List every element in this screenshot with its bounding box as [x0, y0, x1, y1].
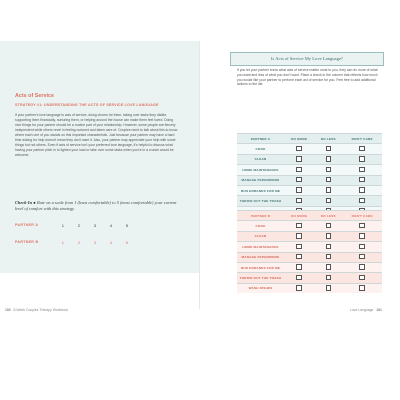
table-row: [237, 185, 382, 195]
table-row: [237, 144, 382, 154]
rating-option[interactable]: 3: [93, 240, 97, 245]
checkbox[interactable]: [326, 156, 331, 161]
checkbox[interactable]: [326, 244, 331, 249]
checkbox[interactable]: [326, 198, 331, 203]
column-header: DO LESS: [314, 134, 342, 144]
rating-option[interactable]: 4: [109, 240, 113, 245]
checkbox[interactable]: [359, 187, 364, 192]
checkbox[interactable]: [359, 146, 364, 151]
left-page: [0, 41, 200, 312]
question-box: [230, 52, 384, 66]
chapter-title: Love Language: [350, 308, 374, 312]
partner-b-table: [237, 210, 382, 293]
rating-option[interactable]: 4: [109, 223, 113, 228]
rating-option[interactable]: 1: [61, 223, 65, 228]
rating-option[interactable]: 2: [77, 223, 81, 228]
section-title: Acts of Service: [15, 93, 54, 99]
checkbox[interactable]: [326, 223, 331, 228]
check-in: Check-In ● Rate on a scale from 1 (least comfortable) to 5 (most comfortable) your current level of comfort with this strategy.: [15, 200, 177, 212]
question-title: Is Acts of Service My Love Language?: [271, 56, 343, 61]
rating-label: PARTNER B: [15, 240, 39, 244]
checkbox[interactable]: [326, 275, 331, 280]
item-label: CLEAN: [237, 231, 284, 241]
partner-b-header: PARTNER B: [237, 211, 284, 221]
check-in-text: Rate on a scale from 1 (least comfortable) to 5 (most comfortable) your current level of comfort with this strategy.: [15, 200, 177, 212]
checkbox[interactable]: [296, 177, 301, 182]
checkbox[interactable]: [326, 254, 331, 259]
rating-option[interactable]: 5: [125, 240, 129, 245]
checkbox[interactable]: [296, 156, 301, 161]
item-label: WASH DISHES: [237, 283, 284, 293]
item-label: HOME MAINTENANCE: [237, 165, 284, 175]
item-label: HOME MAINTENANCE: [237, 242, 284, 252]
rating-option[interactable]: 3: [93, 223, 97, 228]
checkbox[interactable]: [359, 233, 364, 238]
checkbox[interactable]: [326, 264, 331, 269]
checkbox[interactable]: [359, 177, 364, 182]
checkbox[interactable]: [326, 187, 331, 192]
item-label: RUN ERRANDS FOR ME: [237, 262, 284, 272]
table-row: [237, 165, 382, 175]
check-in-label: Check-In: [15, 200, 33, 205]
checkbox[interactable]: [296, 244, 301, 249]
table-row: [237, 196, 382, 206]
item-label: MANAGE PAPERWORK: [237, 252, 284, 262]
book-title: 8-Week Couples Therapy Workbook: [13, 308, 68, 312]
checkbox[interactable]: [359, 167, 364, 172]
rating-option[interactable]: 5: [125, 223, 129, 228]
rating-label: PARTNER A: [15, 223, 39, 227]
column-header: DO LESS: [314, 211, 342, 221]
column-header: DO MORE: [284, 211, 314, 221]
column-header: DON'T CARE: [342, 134, 382, 144]
checkbox[interactable]: [359, 264, 364, 269]
strategy-body: If your partner's love language is acts of service, doing chores for them, taking over tasks they dislike, supporting them financially, nurturing them, or helping around the house can make them feel loved. Doing nice things for your partner should be a routine part of your relationship. However, some people are fiercely independent while others revel in feeling nurtured and taken care of. Couples need to talk about this to know where each one of you stands on this important characteristic. Just because your partner may have a hard time asking for help doesn't mean they don't want it. Also, your partner may appreciate your help with some things but not others. Even if acts of service isn't your preferred love language, it's helpful to discuss what having your partner pitch in to lighten your load or take over some tasks when you're in a crunch would be welcome.: [15, 113, 178, 157]
checkbox[interactable]: [296, 187, 301, 192]
checkbox[interactable]: [296, 275, 301, 280]
table-row: [237, 154, 382, 164]
checkbox[interactable]: [326, 285, 331, 290]
checkbox[interactable]: [326, 233, 331, 238]
item-label: COOK: [237, 221, 284, 231]
checkbox[interactable]: [359, 285, 364, 290]
partner-a-header: PARTNER A: [237, 134, 284, 144]
item-label: CLEAN: [237, 154, 284, 164]
checkbox[interactable]: [296, 233, 301, 238]
checkbox[interactable]: [296, 167, 301, 172]
column-header: DO MORE: [284, 134, 314, 144]
checkbox[interactable]: [359, 254, 364, 259]
item-label: RUN ERRANDS FOR ME: [237, 185, 284, 195]
item-label: THROW OUT THE TRASH: [237, 273, 284, 283]
strategy-heading: STRATEGY #1: UNDERSTANDING THE ACTS OF SERVICE LOVE LANGUAGE: [15, 103, 159, 107]
table-row: [237, 273, 382, 283]
table-row: [237, 262, 382, 272]
checkbox[interactable]: [359, 244, 364, 249]
item-label: THROW OUT THE TRASH: [237, 196, 284, 206]
table-row: [237, 242, 382, 252]
checkbox[interactable]: [296, 198, 301, 203]
checkbox[interactable]: [296, 285, 301, 290]
table-row: [237, 221, 382, 231]
checkbox[interactable]: [326, 177, 331, 182]
item-label: WASH DISHES: [237, 206, 284, 216]
rating-option[interactable]: 1: [61, 240, 65, 245]
table-header-row: [237, 134, 382, 144]
table-header-row: [237, 211, 382, 221]
checkbox[interactable]: [296, 264, 301, 269]
page-number: 181: [376, 308, 382, 312]
table-row: [237, 175, 382, 185]
left-folio: [5, 308, 68, 312]
table-row: [237, 231, 382, 241]
gutter: [199, 41, 200, 309]
right-folio: [350, 308, 382, 312]
checkbox[interactable]: [326, 146, 331, 151]
checkbox[interactable]: [359, 156, 364, 161]
checkbox[interactable]: [359, 275, 364, 280]
checkbox[interactable]: [326, 167, 331, 172]
table-row: [237, 283, 382, 293]
checkbox[interactable]: [359, 223, 364, 228]
partner-a-table: [237, 133, 382, 216]
item-label: MANAGE PAPERWORK: [237, 175, 284, 185]
checkbox[interactable]: [296, 254, 301, 259]
rating-option[interactable]: 2: [77, 240, 81, 245]
item-label: COOK: [237, 144, 284, 154]
page-number: 180: [5, 308, 11, 312]
checkbox[interactable]: [359, 198, 364, 203]
checkbox[interactable]: [296, 146, 301, 151]
table-row: [237, 252, 382, 262]
column-header: DON'T CARE: [342, 211, 382, 221]
instructions: If you let your partner know what acts of service matter most to you, they can do more of what you want and less of what you don't want. Place a check in the column that reflects how much you would like your partner to perform each act of service for you. Feel free to add additional actions to the list.: [237, 68, 378, 87]
checkbox[interactable]: [296, 223, 301, 228]
